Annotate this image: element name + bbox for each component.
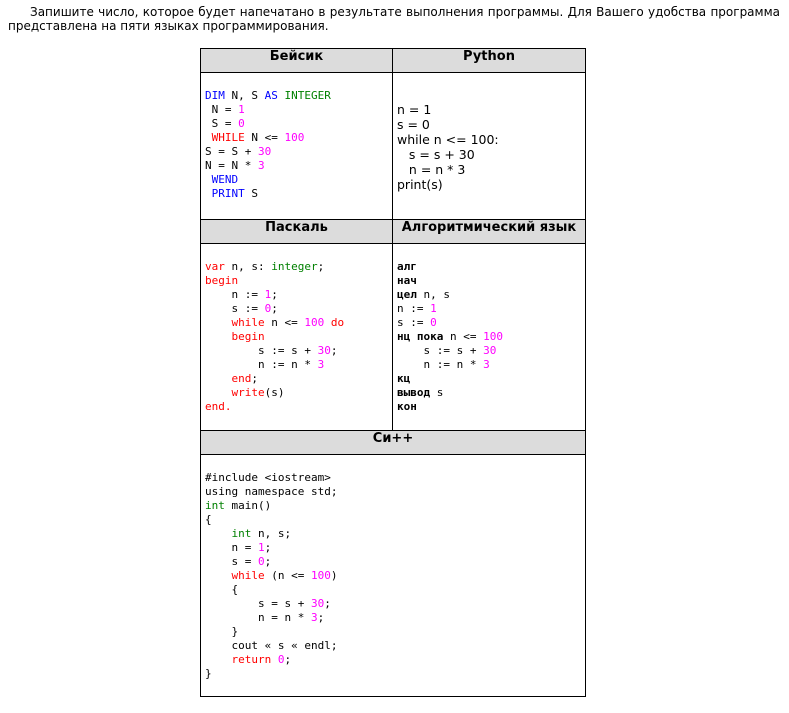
code-token: WHILE — [211, 131, 245, 144]
code-token: N = — [205, 103, 239, 116]
code-token: DIM — [205, 89, 225, 102]
code-cpp — [201, 455, 585, 681]
code-token: n := — [397, 302, 431, 315]
code-token: 100 — [310, 569, 331, 582]
code-line — [205, 471, 581, 485]
code-token: WEND — [211, 173, 239, 186]
code-token: вывод — [397, 386, 431, 399]
code-pascal — [201, 244, 392, 414]
code-token: S = S + — [205, 145, 258, 158]
code-token: 30 — [483, 344, 497, 357]
code-token: main() — [224, 499, 272, 512]
code-line — [397, 162, 581, 177]
code-line — [397, 302, 581, 316]
header-cpp: Си++ — [201, 431, 586, 455]
code-line — [397, 102, 581, 117]
code-token: ) — [330, 569, 338, 582]
code-line — [205, 569, 581, 583]
code-token: 1 — [257, 541, 265, 554]
code-token: cout « s « endl; — [205, 639, 338, 652]
code-token: { — [205, 513, 212, 526]
code-line — [397, 177, 581, 192]
code-token: кон — [397, 400, 417, 413]
code-line — [205, 513, 581, 527]
header-python: Python — [393, 49, 586, 73]
code-token: N = N * — [205, 159, 258, 172]
code-line — [397, 358, 581, 372]
code-token: N, S — [224, 89, 265, 102]
code-token: begin — [205, 274, 239, 287]
code-token: } — [205, 625, 239, 638]
code-token: while — [231, 569, 265, 582]
code-line — [205, 372, 388, 386]
code-line — [397, 288, 581, 302]
code-line — [205, 358, 388, 372]
code-token: 0 — [430, 316, 437, 329]
code-token — [324, 316, 331, 329]
code-token: n = — [205, 541, 258, 554]
header-pascal: Паскаль — [201, 220, 393, 244]
code-token: ; — [251, 372, 258, 385]
code-token: ; — [264, 541, 272, 554]
code-line — [205, 330, 388, 344]
code-token: S = — [205, 117, 239, 130]
code-token — [205, 330, 232, 343]
code-line — [205, 173, 388, 187]
code-token: end. — [205, 400, 232, 413]
code-token: n := n * — [205, 358, 318, 371]
code-line — [205, 597, 581, 611]
code-line — [205, 653, 581, 667]
code-line — [397, 274, 581, 288]
code-line — [397, 372, 581, 386]
code-token: 100 — [304, 316, 325, 329]
code-token: AS — [264, 89, 278, 102]
code-token: { — [205, 583, 239, 596]
code-token: ; — [284, 653, 292, 666]
code-token: s = s + — [205, 597, 311, 610]
code-line — [205, 485, 581, 499]
code-token: n := n * — [397, 358, 484, 371]
code-token: INTEGER — [284, 89, 331, 102]
code-token: 1 — [238, 103, 245, 116]
code-token: нач — [397, 274, 417, 287]
code-token: n = n * 3 — [397, 162, 466, 177]
code-line — [205, 386, 388, 400]
code-line — [397, 132, 581, 147]
code-token: int — [231, 527, 252, 540]
code-token — [205, 569, 232, 582]
code-token: ; — [317, 260, 325, 273]
task-statement: Запишите число, которое будет напечатано в результате выполнения программы. Для Вашего удобства программа представлена на пяти языках программирования. — [8, 5, 780, 33]
code-python — [393, 73, 585, 192]
header-algo: Алгоритмический язык — [393, 220, 586, 244]
code-token: ; — [271, 288, 278, 301]
code-token: } — [205, 667, 212, 680]
code-token: begin — [231, 330, 265, 343]
code-token: 3 — [310, 611, 318, 624]
code-line — [205, 302, 388, 316]
code-token: 0 — [257, 555, 265, 568]
code-token: S — [244, 187, 258, 200]
code-token: 0 — [238, 117, 245, 130]
code-token: end — [231, 372, 252, 385]
code-token: 3 — [317, 358, 325, 371]
code-token: ; — [317, 611, 325, 624]
code-token: 100 — [284, 131, 305, 144]
code-token: s = 0 — [397, 117, 430, 132]
code-token — [205, 173, 212, 186]
code-token — [205, 187, 212, 200]
code-token — [205, 316, 232, 329]
code-line — [397, 316, 581, 330]
code-token: (n <= — [264, 569, 311, 582]
code-token — [205, 372, 232, 385]
code-line — [205, 344, 388, 358]
code-line — [205, 639, 581, 653]
code-line — [205, 131, 388, 145]
code-token: while n <= 100: — [397, 132, 499, 147]
code-line — [397, 260, 581, 274]
code-token — [205, 653, 232, 666]
code-token: #include <iostream> — [205, 471, 331, 484]
code-line — [205, 583, 581, 597]
code-token: нц пока — [397, 330, 444, 343]
code-token: s = s + 30 — [397, 147, 475, 162]
code-token: ; — [330, 344, 338, 357]
code-token: 3 — [483, 358, 490, 371]
code-line — [205, 400, 388, 414]
code-line — [205, 611, 581, 625]
code-token: кц — [397, 372, 411, 385]
code-line — [205, 145, 388, 159]
code-token: s — [430, 386, 444, 399]
code-line — [397, 147, 581, 162]
code-line — [205, 288, 388, 302]
code-token: do — [330, 316, 345, 329]
code-token: n = 1 — [397, 102, 432, 117]
code-token: n <= — [264, 316, 305, 329]
code-token: 1 — [430, 302, 437, 315]
code-line — [397, 400, 581, 414]
code-token: integer — [271, 260, 318, 273]
code-token — [205, 386, 232, 399]
code-token: 3 — [257, 159, 265, 172]
code-token: using namespace std; — [205, 485, 338, 498]
code-token: n <= — [443, 330, 484, 343]
code-token: n, s: — [224, 260, 272, 273]
code-token: 0 — [277, 653, 285, 666]
code-token: 0 — [264, 302, 272, 315]
code-token: n := — [205, 288, 265, 301]
code-line — [205, 625, 581, 639]
code-line — [205, 541, 581, 555]
header-basic: Бейсик — [201, 49, 393, 73]
code-token — [271, 653, 278, 666]
programs-table — [200, 48, 586, 697]
code-line — [205, 499, 581, 513]
code-token: ; — [324, 597, 331, 610]
code-token: 1 — [264, 288, 272, 301]
code-token: s := s + — [397, 344, 484, 357]
code-line — [397, 117, 581, 132]
code-token: s := s + — [205, 344, 318, 357]
code-token — [205, 131, 212, 144]
code-token: s := — [205, 302, 265, 315]
code-line — [205, 89, 388, 103]
code-line — [205, 103, 388, 117]
code-token: N <= — [244, 131, 285, 144]
code-token: int — [205, 499, 225, 512]
code-token: return — [231, 653, 272, 666]
code-token — [278, 89, 285, 102]
code-token: алг — [397, 260, 417, 273]
code-algo — [393, 244, 585, 414]
code-line — [205, 527, 581, 541]
code-token — [205, 527, 232, 540]
code-token: print(s) — [397, 177, 443, 192]
code-token: write — [231, 386, 265, 399]
code-line — [205, 274, 388, 288]
code-token: n, s; — [251, 527, 292, 540]
code-line — [397, 330, 581, 344]
code-token: 100 — [483, 330, 503, 343]
code-token: ; — [264, 555, 272, 568]
code-line — [205, 159, 388, 173]
code-token: PRINT — [211, 187, 245, 200]
code-token: цел — [397, 288, 417, 301]
code-token: (s) — [264, 386, 285, 399]
code-line — [205, 117, 388, 131]
code-basic — [201, 73, 392, 201]
code-token: 30 — [317, 344, 331, 357]
code-token: ; — [271, 302, 278, 315]
code-token: var — [205, 260, 225, 273]
code-line — [397, 344, 581, 358]
code-line — [205, 667, 581, 681]
code-line — [397, 386, 581, 400]
code-token: s := — [397, 316, 431, 329]
code-token: 30 — [257, 145, 272, 158]
code-token: 30 — [310, 597, 325, 610]
code-token: n = n * — [205, 611, 311, 624]
code-token: while — [231, 316, 265, 329]
code-token: n, s — [416, 288, 450, 301]
code-line — [205, 555, 581, 569]
code-line — [205, 260, 388, 274]
code-token: s = — [205, 555, 258, 568]
code-line — [205, 187, 388, 201]
code-line — [205, 316, 388, 330]
